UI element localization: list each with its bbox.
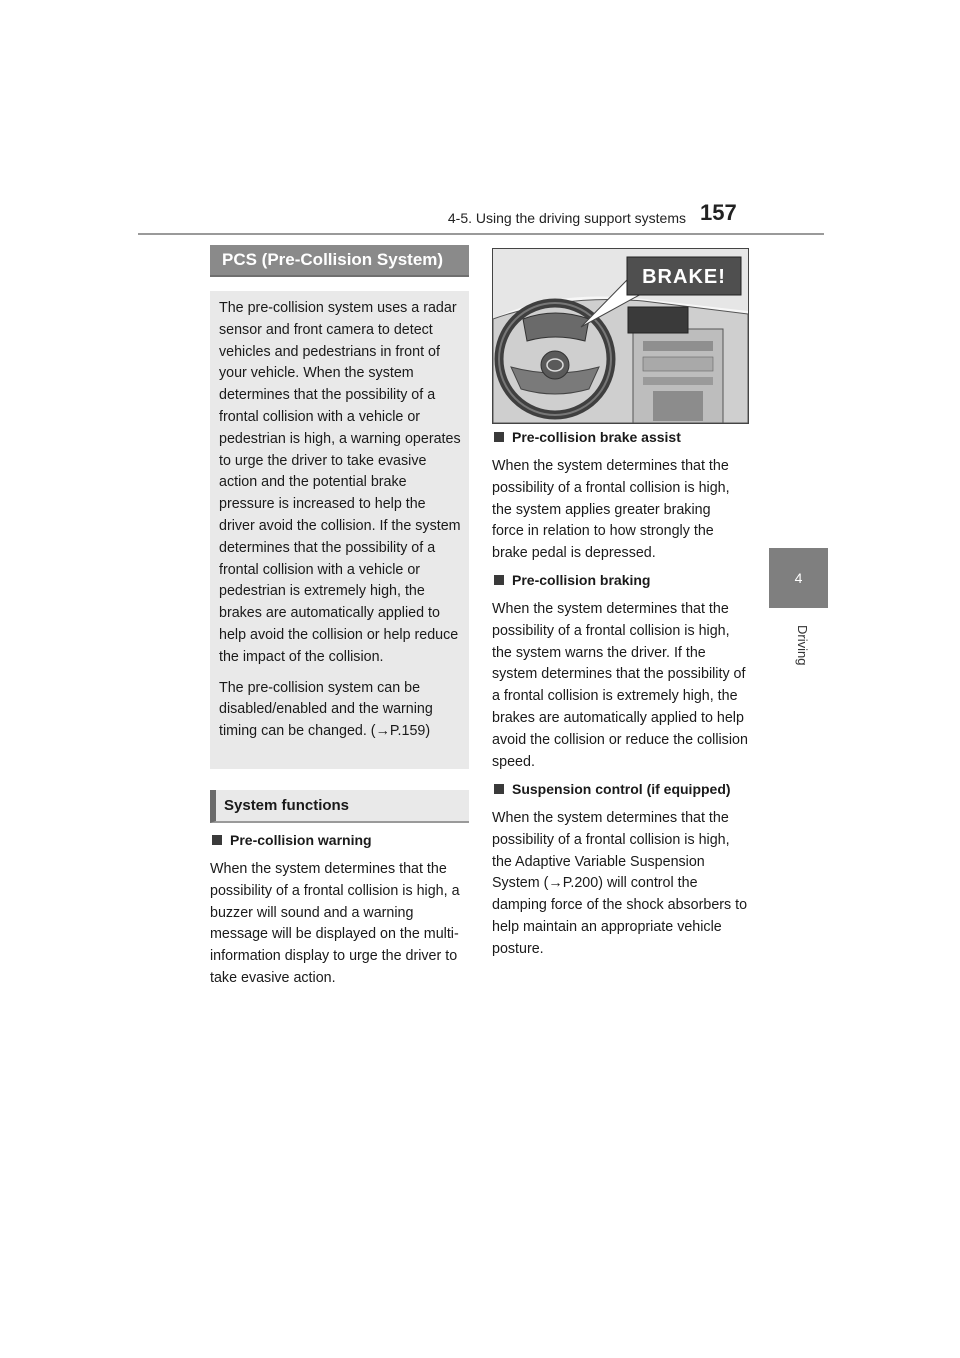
brake-callout xyxy=(627,257,741,295)
item-heading xyxy=(212,832,372,848)
item-text: When the system determines that the possibility of a frontal collision is high, the Adaptive Variable Suspension System (→P.200) will control the damping force of the shock absorbers to help maintain an appropriate vehicle posture. xyxy=(492,810,748,957)
item-heading-text: Suspension control (if equipped) xyxy=(512,781,731,797)
item-text: When the system determines that the possibility of a frontal collision is high, the system applies greater braking force in relation to how strongly the brake pedal is depressed. xyxy=(492,458,730,562)
item-heading xyxy=(494,572,650,588)
intro-paragraph: The pre-collision system uses a radar sensor and front camera to detect vehicles and pedestrians in front of your vehicle. When the system determines that the possibility of a frontal collision with a vehicle or pedestrian is high, a warning operates to urge the driver to take evasive action and the potential brake pressure is increased to help the driver avoid the collision. If the system determines that the possibility of a frontal collision with a vehicle or pedestrian is extremely high, the brakes are automatically applied to help avoid the collision or help reduce the impact of the collision. xyxy=(219,300,461,665)
square-bullet-icon xyxy=(212,835,222,845)
square-bullet-icon xyxy=(494,784,504,794)
item-heading-text: Pre-collision warning xyxy=(230,832,372,848)
item-text: When the system determines that the possibility of a frontal collision is high, the system warns the driver. If the system determines that the possibility of a frontal collision is extremely high, the brakes are automatically applied to help avoid the collision or reduce the collision speed. xyxy=(492,601,748,770)
item-text: When the system determines that the possibility of a frontal collision is high, a buzzer will sound and a warning message will be displayed on the multi-information display to urge the driver to take evasive action. xyxy=(210,861,460,986)
item-heading-text: Pre-collision braking xyxy=(512,572,651,588)
item-heading-text: Pre-collision brake assist xyxy=(512,429,681,445)
intro-box xyxy=(210,291,469,769)
brake-callout-text: BRAKE! xyxy=(642,266,726,288)
item-heading xyxy=(494,781,731,797)
page-number: 157 xyxy=(700,200,737,225)
intro-paragraph: The pre-collision system can be disabled/enabled and the warning timing can be changed. (→P.159) xyxy=(219,679,433,740)
header-title: 4-5. Using the driving support systems xyxy=(447,210,686,226)
section-title: PCS (Pre-Collision System) xyxy=(210,245,469,277)
header-divider xyxy=(138,233,824,235)
chapter-label: Driving xyxy=(795,625,810,666)
square-bullet-icon xyxy=(494,432,504,442)
dashboard-illustration xyxy=(492,248,749,424)
system-functions-heading: System functions xyxy=(210,790,469,823)
chapter-tab: 4 xyxy=(769,548,828,608)
square-bullet-icon xyxy=(494,575,504,585)
item-heading xyxy=(494,429,681,445)
